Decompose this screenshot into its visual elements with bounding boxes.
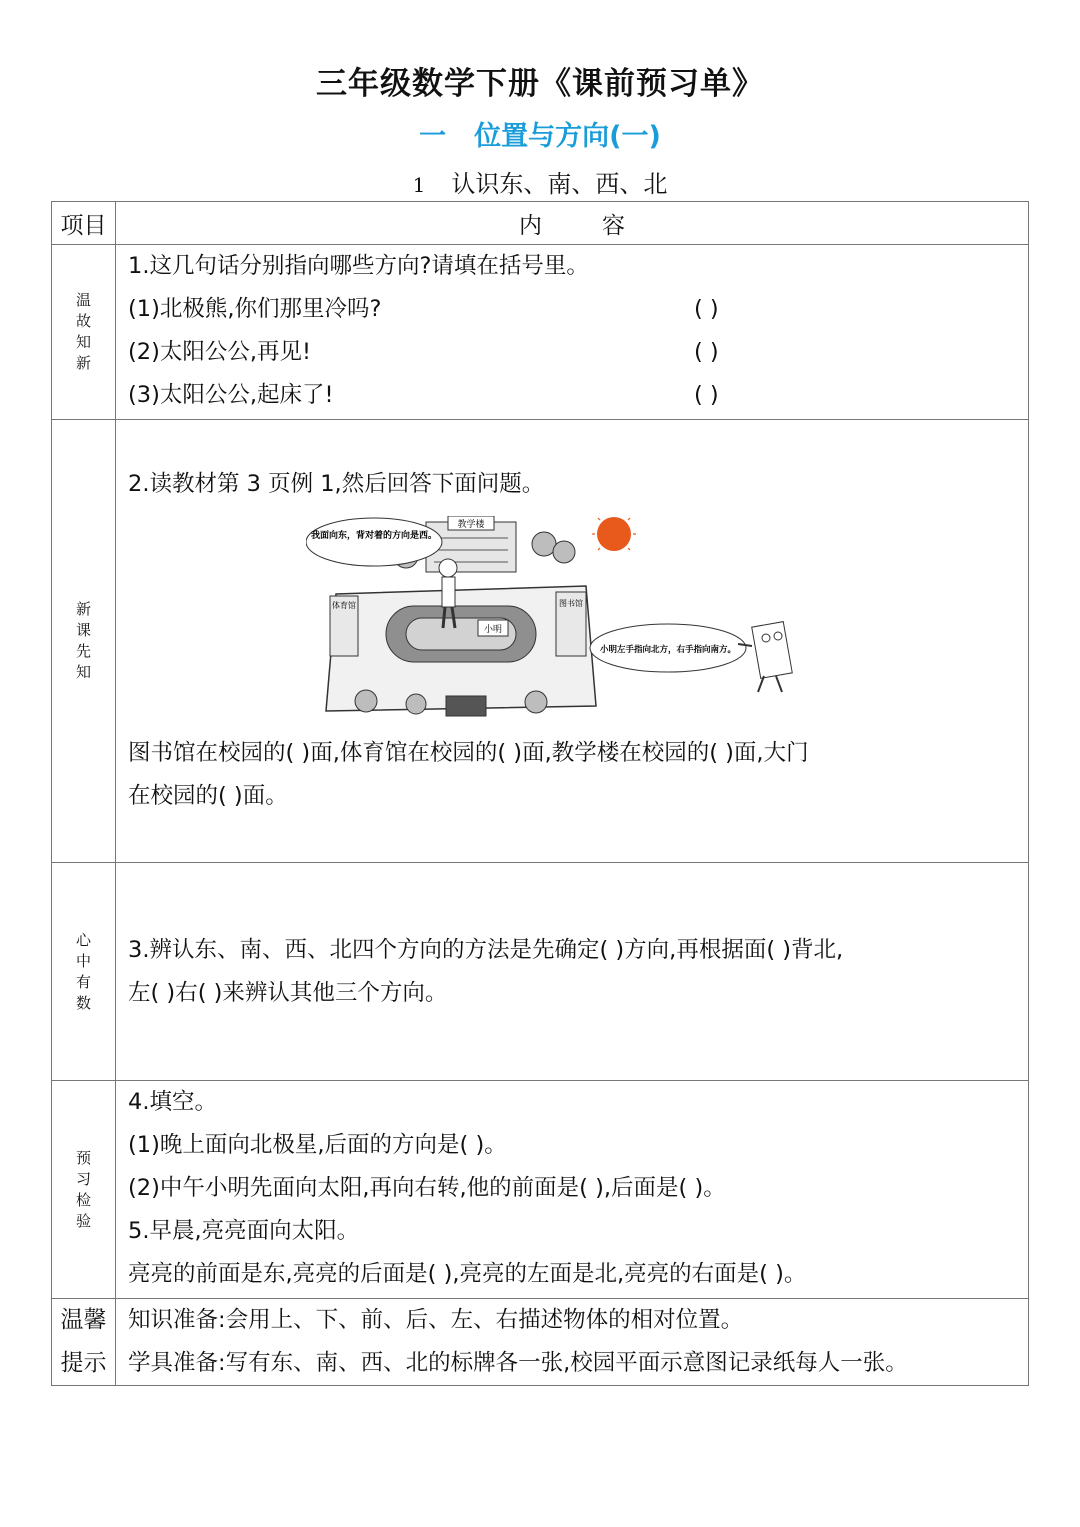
speech-text-left: 我面向东，背对着的方向是西。 xyxy=(310,531,438,541)
check-line: (2)中午小明先面向太阳,再向右转,他的前面是( ),后面是( )。 xyxy=(128,1175,726,1201)
tips-label-cell xyxy=(52,1299,116,1386)
lesson-number: 1 xyxy=(412,173,426,197)
check-line: 亮亮的前面是东,亮亮的后面是( ),亮亮的左面是北,亮亮的右面是( )。 xyxy=(128,1261,807,1287)
lesson-name: 认识东、南、西、北 xyxy=(451,170,668,198)
xiaoming-label: 小明 xyxy=(483,625,503,635)
check-line: (1)晚上面向北极星,后面的方向是( )。 xyxy=(128,1132,507,1158)
speech-text-right: 小明左手指向北方，右手指向南方。 xyxy=(599,645,737,655)
tips-label-1: 温馨 xyxy=(60,1307,107,1333)
unit-title xyxy=(0,114,1080,153)
page-title: 三年级数学下册《课前预习单》 xyxy=(316,66,764,102)
review-content xyxy=(116,245,1029,420)
campus-illustration xyxy=(306,516,836,730)
mind-label: 心中有数 xyxy=(75,930,91,1012)
tips-row xyxy=(52,1299,1029,1386)
review-label-cell xyxy=(52,245,116,420)
check-label: 预习检验 xyxy=(75,1148,91,1230)
campus-illustration-svg xyxy=(306,516,836,730)
check-line: 4.填空。 xyxy=(128,1089,217,1115)
teaching-building-label: 教学楼 xyxy=(457,520,485,530)
answer-blank[interactable]: ( ) xyxy=(694,296,719,322)
header-item: 项目 xyxy=(52,202,116,245)
mind-line1: 3.辨认东、南、西、北四个方向的方法是先确定( )方向,再根据面( )背北, xyxy=(128,936,844,963)
tips-label-2: 提示 xyxy=(60,1350,107,1376)
check-row xyxy=(52,1081,1029,1299)
worksheet-table xyxy=(51,201,1029,1386)
newlesson-line2: 在校园的( )面。 xyxy=(128,783,288,809)
newlesson-label-cell xyxy=(52,420,116,863)
newlesson-row xyxy=(52,420,1029,863)
unit-name: 位置与方向(一) xyxy=(474,121,661,152)
school-gate xyxy=(446,696,486,716)
library-label: 图书馆 xyxy=(559,599,583,608)
answer-blank[interactable]: ( ) xyxy=(694,382,719,408)
answer-blank[interactable]: ( ) xyxy=(694,339,719,365)
newlesson-content xyxy=(116,420,1029,863)
book-character xyxy=(738,622,792,692)
mind-label-cell xyxy=(52,863,116,1081)
review-question: 1.这几句话分别指向哪些方向?请填在括号里。 xyxy=(128,253,589,279)
review-item-text: (3)太阳公公,起床了! xyxy=(128,382,334,408)
tips-line1: 知识准备:会用上、下、前、后、左、右描述物体的相对位置。 xyxy=(128,1307,744,1333)
table-header-row xyxy=(52,202,1029,245)
review-row xyxy=(52,245,1029,420)
check-content xyxy=(116,1081,1029,1299)
review-label: 温故知新 xyxy=(75,291,91,372)
review-item xyxy=(128,374,1028,417)
check-label-cell xyxy=(52,1081,116,1299)
mind-row xyxy=(52,863,1029,1081)
header-content: 内容 xyxy=(116,202,1029,245)
review-item xyxy=(128,288,1028,331)
newlesson-question: 2.读教材第 3 页例 1,然后回答下面问题。 xyxy=(128,471,545,497)
newlesson-line1: 图书馆在校园的( )面,体育馆在校园的( )面,教学楼在校园的( )面,大门 xyxy=(128,740,809,766)
gym-label: 体育馆 xyxy=(332,601,356,610)
newlesson-label: 新课先知 xyxy=(75,600,91,681)
mind-line2: 左( )右( )来辨认其他三个方向。 xyxy=(128,979,448,1006)
mind-content xyxy=(116,863,1029,1081)
sun-icon xyxy=(592,516,636,551)
lesson-title xyxy=(0,164,1080,199)
unit-number: 一 xyxy=(419,121,447,152)
check-line: 5.早晨,亮亮面向太阳。 xyxy=(128,1218,360,1244)
review-item xyxy=(128,331,1028,374)
review-item-text: (1)北极熊,你们那里冷吗? xyxy=(128,296,382,322)
review-item-text: (2)太阳公公,再见! xyxy=(128,339,312,365)
speech-bubble-left xyxy=(306,518,442,566)
tips-content xyxy=(116,1299,1029,1386)
tips-line2: 学具准备:写有东、南、西、北的标牌各一张,校园平面示意图记录纸每人一张。 xyxy=(128,1350,908,1376)
